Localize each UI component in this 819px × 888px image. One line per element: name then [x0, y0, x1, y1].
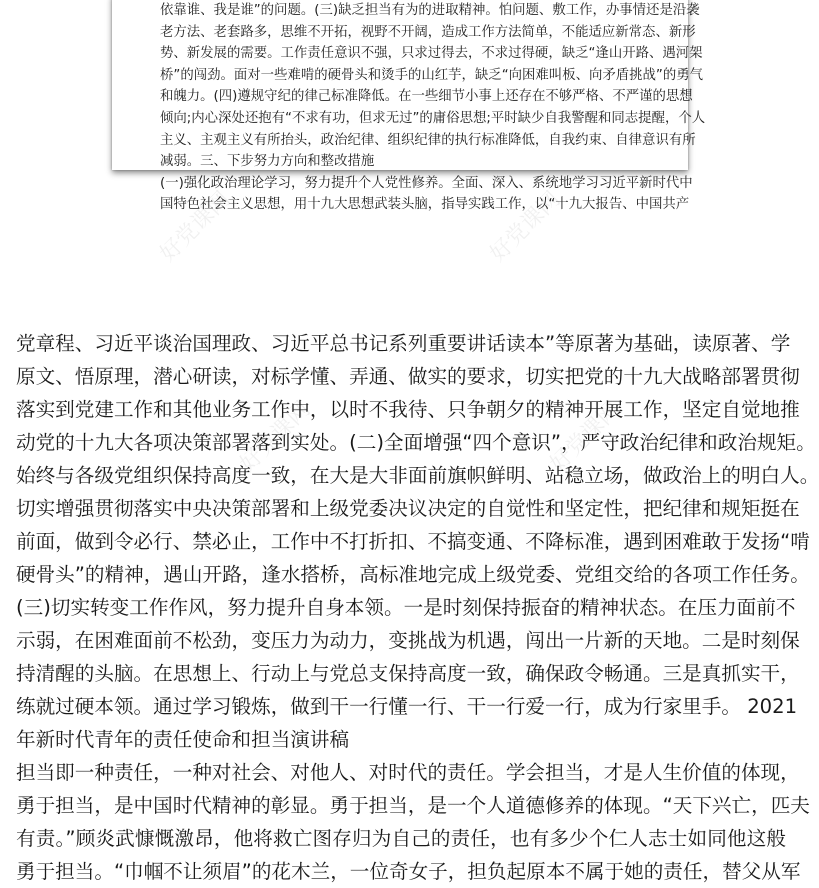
preview-text-line: 势、新发展的需要。工作责任意识不强，只求过得去，不求过得硬，缺乏“逢山开路、遇河架 — [160, 46, 703, 62]
document-page-preview — [112, 0, 706, 213]
body-text-line: 切实增强贯彻落实中央决策部署和上级党委决议决定的自觉性和坚定性，把纪律和规矩挺在 — [16, 497, 800, 520]
watermark-4: 好党课网 — [545, 396, 626, 477]
body-text-line: 始终与各级党组织保持高度一致，在大是大非面前旗帜鲜明、站稳立场，做政治上的明白人。 — [16, 464, 819, 487]
preview-text-line: 倾向;内心深处还抱有“不求有功，但求无过”的庸俗思想;平时缺少自我警醒和同志提醒，个人 — [160, 111, 706, 126]
body-text-line: 有责。”顾炎武慷慨激昂，他将救亡图存归为自己的责任，也有多少个仁人志士如同他这般 — [16, 827, 786, 850]
body-text-line: 前面，做到令必行、禁必止，工作中不打折扣、不搞变通、不降标准，遇到困难敢于发扬“啃 — [16, 530, 810, 553]
preview-text-line: 老方法、老套路多，思维不开拓，视野不开阔，造成工作方法简单，不能适应新常态、新形 — [160, 24, 696, 40]
watermark-2: 好党课网 — [485, 186, 566, 267]
preview-text-line: 国特色社会主义思想，用十九大思想武装头脑，指导实践工作，以“十九大报告、中国共产 — [160, 197, 690, 213]
body-text-line: 原文、悟原理，潜心研读，对标学懂、弄通、做实的要求，切实把党的十九大战略部署贯彻 — [16, 365, 800, 388]
preview-text-line: 桥”的闯劲。面对一些难啃的硬骨头和烫手的山红芋，缺乏“向困难叫板、向矛盾挑战”的勇气 — [160, 67, 704, 83]
body-text-line: 动党的十九大各项决策部署落到实处。(二)全面增强“四个意识”，严守政治纪律和政治规矩。 — [16, 431, 816, 454]
preview-text-line: (一)强化政治理论学习，努力提升个人党性修养。全面、深入、系统地学习习近平新时代中 — [160, 175, 693, 191]
body-text-line: 示弱，在困难面前不松劲，变压力为动力，变挑战为机遇，闯出一片新的天地。二是时刻保 — [16, 629, 800, 652]
body-text-line: 硬骨头”的精神，遇山开路，逢水搭桥，高标准地完成上级党委、党组交给的各项工作任务。 — [16, 563, 810, 586]
body-text-line: 持清醒的头脑。在思想上、行动上与党总支保持高度一致，确保政令畅通。三是真抓实干， — [16, 662, 800, 685]
body-text-line: 勇于担当。“巾帼不让须眉”的花木兰，一位奇女子，担负起原本不属于她的责任，替父从军 — [16, 860, 801, 883]
preview-text-line: 依靠谁、我是谁”的问题。(三)缺乏担当有为的进取精神。怕问题、敷工作，办事情还是沿袭 — [160, 3, 700, 18]
body-text-line: 落实到党建工作和其他业务工作中，以时不我待、只争朝夕的精神开展工作，坚定自觉地推 — [16, 398, 800, 421]
watermark-1: 好党课网 — [155, 186, 236, 267]
preview-text-line: 减弱。三、下步努力方向和整改措施 — [160, 154, 375, 170]
body-text-line: 担当即一种责任，一种对社会、对他人、对时代的责任。学会担当，才是人生价值的体现， — [16, 761, 800, 784]
body-text-line: 练就过硬本领。通过学习锻炼，做到干一行懂一行、干一行爱一行，成为行家里手。 2021 — [16, 695, 798, 718]
body-text-line: 党章程、习近平谈治国理政、习近平总书记系列重要讲话读本”等原著为基础，读原著、学 — [16, 332, 791, 355]
preview-text-line: 和魄力。(四)遵规守纪的律己标准降低。在一些细节小事上还存在不够严格、不严谨的思想 — [160, 89, 693, 105]
body-text-line: 勇于担当，是中国时代精神的彰显。勇于担当，是一个人道德修养的体现。“天下兴亡，匹夫 — [16, 794, 810, 817]
watermark-3: 好党课网 — [235, 396, 316, 477]
body-text-line: (三)切实转变工作作风，努力提升自身本领。一是时刻保持振奋的精神状态。在压力面前不 — [16, 596, 796, 619]
preview-text-line: 主义、主观主义有所抬头，政治纪律、组织纪律的执行标准降低，自我约束、自律意识有所 — [160, 132, 696, 148]
body-text-line: 年新时代青年的责任使命和担当演讲稿 — [16, 728, 350, 751]
